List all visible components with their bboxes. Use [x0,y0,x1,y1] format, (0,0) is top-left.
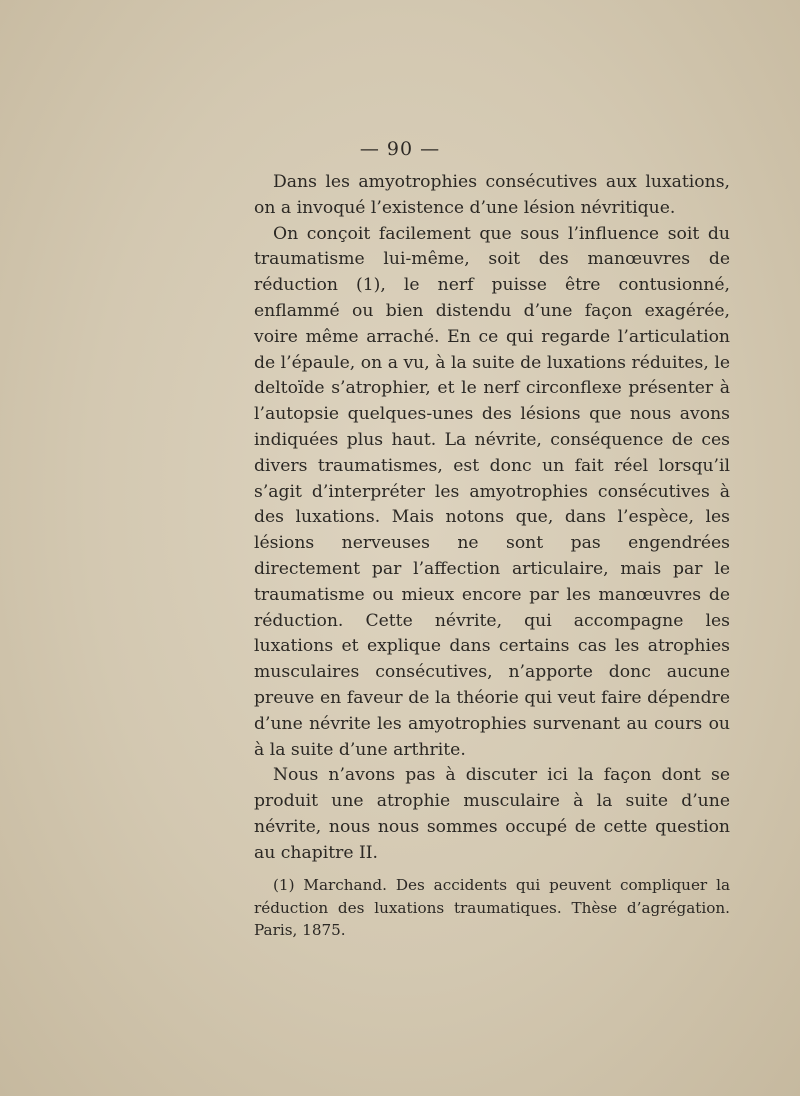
paragraph-luxations: Dans les amyotrophies consécutives aux luxations, on a invoqué l’existence d’une lésion névritique. [254,172,730,218]
paragraph-nevrite: On conçoit facilement que sous l’influence soit du traumatisme lui-même, soit des manœuvres de réduction (1), le nerf puisse être contusionné, enflammé ou bien distendu d’une façon exagérée, voire même arraché. En ce qui regarde l’articulation de l’épaule, on a vu, à la suite de luxations réduites, le deltoïde s’atrophier, et le nerf circonflexe présenter à l’autopsie quelques-unes des lésions que nous avons indiquées plus haut. La névrite, conséquence de ces divers traumatismes, est donc un fait réel lorsqu’il s’agit d’interpréter les amyotrophies consécutives à des luxations. Mais notons que, dans l’espèce, les lésions nerveuses ne sont pas engendrées directement par l’affection articulaire, mais par le traumatisme ou mieux encore par les manœuvres de réduction. Cette névrite, qui accompagne les luxations et explique dans certains cas les atrophies musculaires consécutives, n’apporte donc aucune preuve en faveur de la théorie qui veut faire dépendre d’une névrite les amyotrophies survenant au cours ou à la suite d’une arthrite. [254,223,730,760]
paragraph-atrophie: Nous n’avons pas à discuter ici la façon dont se produit une atrophie musculaire à la suite d’une névrite, nous nous sommes occupé de cette question au chapitre II. [254,765,730,863]
page-number: — 90 — [359,138,441,160]
footnote: (1) Marchand. Des accidents qui peuvent compliquer la réduction des luxations traumatiques. Thèse d’agrégation. Paris, 1875. [254,876,730,939]
body-text [254,170,730,867]
